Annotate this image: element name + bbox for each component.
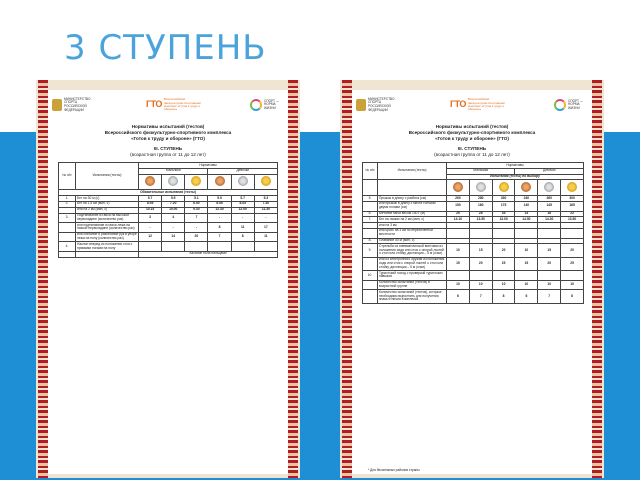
norm-value: 8.05 — [139, 201, 162, 207]
norm-value: 14.30 — [538, 217, 561, 223]
ornament-border-right — [288, 80, 298, 478]
row-number — [363, 228, 378, 238]
test-name: Бег на лыжах на 2 км (мин, с) — [378, 217, 447, 223]
norm-value: 10 — [515, 244, 538, 257]
doc-age: (возрастная группа от 11 до 12 лет) — [434, 152, 510, 157]
norm-value — [492, 271, 515, 281]
test-name: или на 3 км — [378, 223, 447, 229]
bronze-badge-icon — [215, 176, 225, 186]
sheet-content — [352, 90, 592, 474]
norm-value: 4 — [162, 213, 185, 223]
test-name: Стрельба из пневматической винтовки из положения сидя или стоя с опорой локтей о стол или стойку, дистанция – 5 м (очки) — [378, 244, 447, 257]
norm-value: 10 — [515, 280, 538, 290]
doc-age: (возрастная группа от 11 до 12 лет) — [130, 152, 206, 157]
norm-value — [561, 271, 584, 281]
test-name: Бег на 1,5 км (мин, с) — [76, 201, 139, 207]
flex-note: Касание пола пальцами — [139, 251, 278, 257]
test-name: Плавание 50 м (мин, с) — [378, 238, 447, 244]
norm-value: 280 — [469, 196, 492, 202]
norm-value: 18 — [538, 211, 561, 217]
test-name: или сгибание и разгибание рук в упоре лежа на полу (количество раз) — [77, 232, 137, 241]
sport-logo: СПОРТ — НОРМА ЖИЗНИ — [554, 99, 588, 111]
norm-value: 5.3 — [254, 196, 277, 202]
bronze-badge-icon — [521, 182, 531, 192]
norm-value: 12 — [139, 232, 162, 242]
norm-value: 7.20 — [162, 201, 185, 207]
slide-title: 3 СТУПЕНЬ — [64, 28, 267, 68]
norm-value — [538, 271, 561, 281]
norm-value: 10 — [469, 280, 492, 290]
norm-value: 7 — [469, 290, 492, 303]
norm-value: 5.9 — [208, 196, 231, 202]
table-row — [363, 244, 584, 257]
ministry-logo: МИНИСТЕРСТВО СПОРТА РОССИЙСКОЙ ФЕДЕРАЦИИ — [356, 98, 402, 112]
ornament-border-left — [38, 80, 48, 478]
norm-value: 6 — [515, 290, 538, 303]
norm-value — [185, 242, 208, 252]
coat-of-arms-icon — [52, 99, 62, 111]
norm-value: - — [162, 223, 185, 233]
gto-logo: ГТО Всероссийский физкультурно-спортивный комплекс «Готов к труду и обороне» — [450, 97, 505, 112]
row-number: 9. — [363, 244, 378, 257]
norm-value: 20 — [538, 257, 561, 270]
gold-badge-icon — [499, 182, 509, 192]
norms-table-left: № п/п Испытания (тесты) Нормативы Мальчики Девочки Обязательные испытания (тесты) 1. Бег на 30 м (с) 5.7 5.5 5.1 5.9 5.7 5.3 2. Бег на 1,5 км (мин, с) 8.05 7.20 6.50 8.55 8.05 7.30 или на 2 км (мин, с) 10.15 10.00 9.30 12.30 12.00 11.30 3. Подтягивание из виса на высокой перекладине (количество раз) 3 4 7 - - - или подтягивание из виса лежа на низкой перекладине (количество раз) - - - 8 11 17 или сгибание и разгибание рук в упоре лежа на полу (количество раз) 12 14 20 7 8 11 4. Наклон вперед из положения стоя с прямыми ногами на полу Касание пола пальцами — [58, 162, 278, 258]
sheet-header — [48, 94, 288, 116]
test-name: или прыжок в длину с места толчком двумя ногами (см) — [378, 201, 447, 211]
norm-value — [561, 228, 584, 238]
row-number: 10. — [363, 271, 378, 281]
norm-value — [231, 242, 254, 252]
row-number: 4. — [59, 242, 76, 252]
norm-value: 12.00 — [231, 207, 254, 213]
sport-logo: СПОРТ — НОРМА ЖИЗНИ — [250, 99, 284, 111]
norm-value: 3 — [139, 213, 162, 223]
norm-value: 17 — [254, 223, 277, 233]
row-number: 2. — [59, 201, 76, 207]
ministry-logo: МИНИСТЕРСТВО СПОРТА РОССИЙСКОЙ ФЕДЕРАЦИИ — [52, 98, 98, 112]
norm-value: 10 — [447, 244, 470, 257]
norm-value: 14 — [515, 211, 538, 217]
table-row — [59, 223, 278, 233]
norm-value: - — [231, 213, 254, 223]
ornament-border-right — [592, 80, 602, 478]
doc-stage: III. СТУПЕНЬ — [457, 146, 487, 151]
norm-value: 12.30 — [208, 207, 231, 213]
norm-value: 9.30 — [185, 207, 208, 213]
norm-value: 8 — [208, 223, 231, 233]
norm-value: 15 — [515, 257, 538, 270]
test-name: Бег на 30 м (с) — [76, 196, 139, 202]
test-name: Количество испытаний (тестов) в возрастной группе — [378, 280, 447, 290]
row-number — [363, 280, 378, 290]
table-row — [363, 201, 584, 211]
sport-ring-icon — [554, 99, 566, 111]
norm-value: 28 — [469, 211, 492, 217]
test-name: или подтягивание из виса лежа на низкой перекладине (количество раз) — [76, 223, 139, 233]
norm-value: 7.30 — [254, 201, 277, 207]
doc-heading-1: Нормативы испытаний (тестов) — [131, 124, 205, 129]
norm-value: - — [254, 213, 277, 223]
norm-value: 15 — [469, 244, 492, 257]
test-name: Наклон вперед из положения стоя с прямыми ногами на полу — [76, 242, 139, 252]
norm-value: 11 — [254, 232, 277, 242]
row-number: 8. — [363, 238, 378, 244]
gold-badge-icon — [567, 182, 577, 192]
table-row — [363, 290, 584, 303]
doc-heading-3: «Готов к труду и обороне» (ГТО) — [131, 136, 205, 141]
norm-value: 6.50 — [185, 201, 208, 207]
row-number: 6. — [363, 211, 378, 217]
test-name: или из электронного оружия из положения сидя или стоя с опорой локтей о стол или стойку, дистанция – 5 м (очки) — [378, 257, 447, 270]
test-name: Прыжок в длину с разбега (см) — [378, 196, 447, 202]
norm-value — [254, 242, 277, 252]
row-number — [59, 232, 76, 242]
norm-value: 13.00 — [492, 217, 515, 223]
norms-sheet-page-2 — [340, 80, 604, 478]
norm-value: 15 — [447, 257, 470, 270]
norm-value: 160 — [469, 201, 492, 211]
norm-value: 7 — [185, 213, 208, 223]
norm-value: 7 — [538, 290, 561, 303]
table-row — [59, 232, 278, 242]
table-row — [363, 280, 584, 290]
norm-value: 7 — [208, 232, 231, 242]
norm-value: 8.55 — [208, 201, 231, 207]
norm-value — [447, 228, 470, 238]
doc-footnote: * Для бесснежных районов страны — [368, 468, 420, 472]
norm-value: 22 — [561, 211, 584, 217]
gold-badge-icon — [261, 176, 271, 186]
silver-badge-icon — [168, 176, 178, 186]
norm-value: 25 — [561, 257, 584, 270]
test-name: Метание мяча весом 150 г (м) — [378, 211, 447, 217]
table-row — [59, 213, 278, 223]
norm-value: 260 — [538, 196, 561, 202]
test-name: Туристский поход с проверкой туристских навыков — [378, 271, 447, 281]
doc-heading-2: Всероссийского физкультурно-спортивного комплекса — [408, 130, 536, 135]
norm-value: - — [185, 223, 208, 233]
norm-value: 13.50 — [561, 217, 584, 223]
norm-value: 20 — [469, 257, 492, 270]
norm-value: 5.7 — [139, 196, 162, 202]
table-row — [363, 257, 584, 270]
row-number: 1. — [59, 196, 76, 202]
ornament-border-left — [342, 80, 352, 478]
test-name: или на 2 км (мин, с) — [76, 207, 139, 213]
test-name: Количество испытаний (тестов), которые необходимо выполнить для получения знака отличия Комплекса — [378, 290, 447, 303]
test-name: Подтягивание из виса на высокой перекладине (количество раз) — [76, 213, 139, 223]
norm-value: 8 — [231, 232, 254, 242]
norm-value: 8 — [561, 290, 584, 303]
row-number — [363, 257, 378, 270]
norm-value: 330 — [492, 196, 515, 202]
norm-value: 140 — [515, 201, 538, 211]
sheet-header — [352, 94, 592, 116]
norm-value: 13.50 — [469, 217, 492, 223]
norm-value: 8 — [492, 290, 515, 303]
norm-value: 20 — [561, 244, 584, 257]
norm-value — [538, 228, 561, 238]
doc-heading-3: «Готов к труду и обороне» (ГТО) — [435, 136, 509, 141]
norm-value: 25 — [447, 211, 470, 217]
norm-value: 240 — [515, 196, 538, 202]
table-row — [363, 228, 584, 238]
bronze-badge-icon — [453, 182, 463, 192]
norm-value: 300 — [561, 196, 584, 202]
norm-value — [208, 242, 231, 252]
norm-value: 145 — [538, 201, 561, 211]
norm-value: 6 — [447, 290, 470, 303]
test-name: или кросс на 3 км по пересеченной местности — [378, 228, 447, 238]
row-number: 3. — [59, 213, 76, 223]
sport-ring-icon — [250, 99, 262, 111]
norm-value: 11.30 — [254, 207, 277, 213]
silver-badge-icon — [476, 182, 486, 192]
table-row — [363, 271, 584, 281]
norms-table-right: № п/п Испытания (тесты) Нормативы Мальчики Девочки Испытания (тесты) по выбору 5. Прыжок в длину с разбега (см) 260 280 330 240 260 300 или прыжок в длину с места толчком двумя ногами (см) 150 160 175 140 145 165 6. Метание мяча весом 150 г (м) 25 28 34 14 18 22 7. Бег на лыжах на 2 км (мин, с) 14.10 13.50 13.00 14.50 14.30 13.50 или на 3 км или кросс на 3 км по пересеченной местности 8. Плавание 50 м (мин, с) 9. Стрельба из пневматической винтовки из положения сидя или стоя с опорой локтей о стол или стойку, дистанция – 5 м (очки) 10 15 20 10 15 20 или из электронного оружия из положения сидя или стоя с опорой локтей о стол или стойку, дистанция – 5 м (очки) 15 20 25 15 20 25 10. Туристский поход с проверкой туристских навыков Количество испытаний (тестов) в возрастной группе 10 10 10 10 10 10 Количество испытаний (тестов), которые необходимо выполнить для получения знака отличия Комплекса 6 7 8 6 7 8 — [362, 162, 584, 304]
row-number: 5. — [363, 196, 378, 202]
norm-value: 20 — [185, 232, 208, 242]
bronze-badge-icon — [145, 176, 155, 186]
norm-value: 20 — [492, 244, 515, 257]
row-number — [363, 290, 378, 303]
silver-badge-icon — [544, 182, 554, 192]
norm-value: - — [208, 213, 231, 223]
norm-value: 175 — [492, 201, 515, 211]
norm-value: 10.00 — [162, 207, 185, 213]
sheet-content — [48, 90, 288, 474]
doc-heading-1: Нормативы испытаний (тестов) — [435, 124, 509, 129]
norm-value: 10 — [492, 280, 515, 290]
norm-value: 165 — [561, 201, 584, 211]
norm-value: 10.15 — [139, 207, 162, 213]
norm-value: 260 — [447, 196, 470, 202]
norms-sheet-page-1 — [36, 80, 300, 478]
norm-value: 34 — [492, 211, 515, 217]
doc-stage: III. СТУПЕНЬ — [153, 146, 183, 151]
norm-value: 5.5 — [162, 196, 185, 202]
norm-value: 5.1 — [185, 196, 208, 202]
norm-value: 10 — [447, 280, 470, 290]
norm-value: 25 — [492, 257, 515, 270]
norm-value: 10 — [538, 280, 561, 290]
norm-value — [469, 271, 492, 281]
row-number — [59, 223, 76, 233]
norm-value: 10 — [561, 280, 584, 290]
norm-value — [515, 271, 538, 281]
norm-value: 11 — [231, 223, 254, 233]
norm-value: - — [139, 223, 162, 233]
norm-value — [469, 228, 492, 238]
gto-logo: ГТО Всероссийский физкультурно-спортивный комплекс «Готов к труду и обороне» — [146, 97, 201, 112]
norm-value: 14.50 — [515, 217, 538, 223]
norm-value — [139, 242, 162, 252]
doc-heading-2: Всероссийского физкультурно-спортивного комплекса — [104, 130, 232, 135]
norm-value: 14 — [162, 232, 185, 242]
silver-badge-icon — [238, 176, 248, 186]
norm-value — [492, 228, 515, 238]
norm-value: 8.05 — [231, 201, 254, 207]
norm-value: 150 — [447, 201, 470, 211]
norm-value: 5.7 — [231, 196, 254, 202]
row-number — [363, 201, 378, 211]
gold-badge-icon — [191, 176, 201, 186]
coat-of-arms-icon — [356, 99, 366, 111]
norm-value — [515, 228, 538, 238]
table-row — [59, 242, 278, 252]
row-number: 7. — [363, 217, 378, 223]
norm-value: 15 — [538, 244, 561, 257]
norm-value — [162, 242, 185, 252]
norm-value: 14.10 — [447, 217, 470, 223]
norm-value — [447, 271, 470, 281]
